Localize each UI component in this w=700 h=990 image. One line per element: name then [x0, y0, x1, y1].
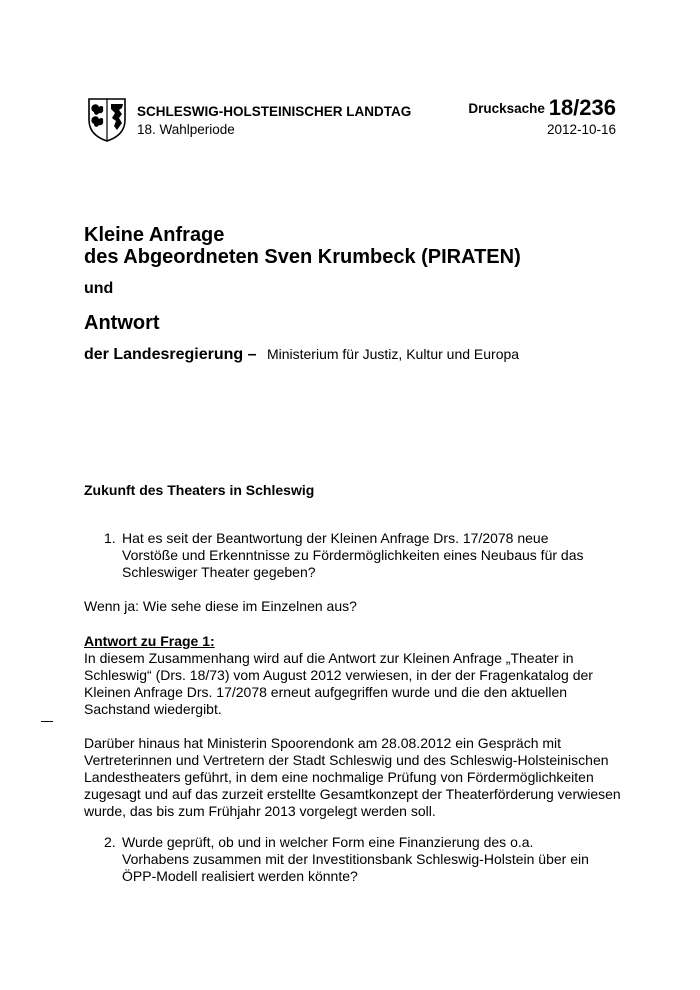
document-title — [84, 224, 521, 268]
legislative-period: 18. Wahlperiode — [137, 122, 235, 137]
organization-name: SCHLESWIG-HOLSTEINISCHER LANDTAG — [137, 104, 412, 119]
answer-paragraph-2: Darüber hinaus hat Ministerin Spoorendonk am 28.08.2012 ein Gespräch mit Vertreterinnen und Vertretern der Stadt Schleswig und des Schleswig-Holsteinischen Landestheaters geführt, in dem eine nochmalige Prüfung von Fördermöglichkeiten zugesagt und auf das zurzeit erstellte Gesamtkonzept der Theaterförderung verwiesen wurde, das bis zum Frühjahr 2013 vorgelegt werden soll. — [84, 735, 621, 819]
question-number: 2. — [104, 834, 116, 850]
answer-1 — [84, 633, 624, 820]
drucksache-block — [468, 95, 616, 121]
title-line-1: Kleine Anfrage — [84, 224, 225, 246]
subject-heading: Zukunft des Theaters in Schleswig — [84, 482, 315, 498]
question-number: 1. — [104, 530, 116, 546]
conjunction: und — [84, 280, 114, 297]
answer-heading: Antwort zu Frage 1: — [84, 633, 215, 649]
drucksache-label: Drucksache — [468, 101, 545, 116]
antwort-heading: Antwort — [84, 312, 160, 334]
landesregierung-label: der Landesregierung – — [84, 346, 257, 363]
question-text: Hat es seit der Beantwortung der Kleinen Anfrage Drs. 17/2078 neue Vorstöße und Erkenntnisse zu Fördermöglichkeiten eines Neubaus für das Schleswiger Theater gegeben? — [122, 530, 584, 580]
drucksache-number: 18/236 — [548, 95, 616, 120]
question-2 — [104, 834, 592, 885]
answer-paragraph-1: In diesem Zusammenhang wird auf die Antwort zur Kleinen Anfrage „Theater in Schleswig“ (Drs. 18/73) vom August 2012 verwiesen, in der der Fragenkatalog der Kleinen Anfrage Drs. 17/2078 erneut aufgegriffen wurde und die den aktuellen Sachstand wiedergibt. — [84, 650, 593, 717]
followup-question: Wenn ja: Wie sehe diese im Einzelnen aus? — [84, 598, 357, 614]
coat-of-arms-icon — [86, 96, 128, 142]
government-line — [84, 346, 519, 364]
ministry-name: Ministerium für Justiz, Kultur und Europa — [266, 346, 520, 362]
document-date: 2012-10-16 — [546, 122, 616, 137]
margin-mark — [41, 721, 53, 722]
question-text: Wurde geprüft, ob und in welcher Form eine Finanzierung des o.a. Vorhabens zusammen mit der Investitionsbank Schleswig-Holstein über ein ÖPP-Modell realisiert werden könnte? — [122, 834, 589, 884]
question-1 — [104, 530, 592, 581]
title-line-2: des Abgeordneten Sven Krumbeck (PIRATEN) — [84, 246, 521, 268]
